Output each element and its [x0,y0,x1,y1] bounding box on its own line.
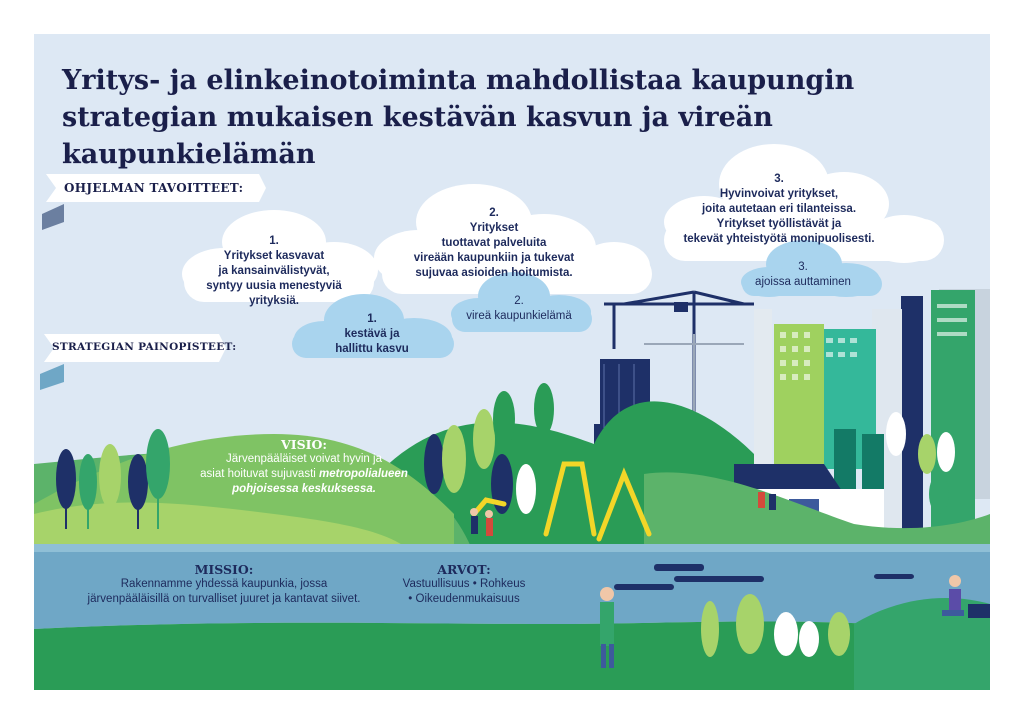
goal-3-line-1: Hyvinvoivat yritykset, [719,188,839,200]
title-line-1: Yritys- ja elinkeinotoiminta mahdollistaa kaupungin [62,65,855,96]
infographic-poster [34,34,990,690]
vision-heading: VISIO: [281,437,327,452]
goal-2-number: 2. [489,207,499,219]
focus-3-text [738,260,868,290]
focus-2-text [454,294,584,324]
focus-2-number: 2. [514,295,524,307]
goal-3-number: 3. [774,173,784,185]
goal-1-line-4: yrityksiä. [249,295,299,307]
goal-3-line-3: Yritykset työllistävät ja [716,218,842,230]
title-line-2: strategian mukaisen kestävän kasvun ja vireän kaupunkielämän [62,102,773,170]
goal-1-number: 1. [269,235,279,247]
mission-block [74,562,374,607]
vision-emphasis-1: metropolialueen [319,468,408,480]
lake-shore [34,544,990,552]
focus-1-text [302,312,442,357]
values-line-1: Vastuullisuus • Rohkeus [402,578,526,590]
values-heading: ARVOT: [437,562,491,577]
vision-emphasis-2: pohjoisessa keskuksessa. [232,483,376,495]
goal-2-text [379,206,609,281]
focus-1-number: 1. [367,313,377,325]
goal-2-line-3: vireään kaupunkiin ja tukevat [413,252,575,264]
goal-1-line-2: ja kansainvälistyvät, [218,265,330,277]
focus-1-line-2: hallittu kasvu [335,343,409,355]
values-block [374,562,554,607]
goal-2-line-2: tuottavat palveluita [441,237,547,249]
focus-ribbon-label: STRATEGIAN PAINOPISTEET: [52,341,237,353]
goal-1-text [174,234,374,309]
values-line-2: • Oikeudenmukaisuus [408,593,520,605]
focus-3-number: 3. [798,261,808,273]
goal-1-line-3: syntyy uusia menestyviä [206,280,342,292]
goal-3-text [664,172,894,247]
vision-line-2: asiat hoituvat sujuvasti [200,468,316,480]
focus-3-line-1: ajoissa auttaminen [755,276,851,288]
poster-title [62,62,942,173]
goal-3-line-4: tekevät yhteistyötä monipuolisesti. [683,233,875,245]
vision-block [174,437,434,497]
goal-1-line-1: Yritykset kasvavat [223,250,325,262]
goals-ribbon-label: OHJELMAN TAVOITTEET: [64,181,244,195]
mission-heading: MISSIO: [194,562,254,577]
mission-line-1: Rakennamme yhdessä kaupunkia, jossa [120,578,328,590]
vision-line-1: Järvenpääläiset voivat hyvin ja [226,453,382,465]
goal-2-line-1: Yritykset [469,222,519,234]
goal-3-line-2: joita autetaan eri tilanteissa. [701,203,857,215]
focus-1-line-1: kestävä ja [344,328,400,340]
goal-2-line-4: sujuvaa asioiden hoitumista. [415,267,573,279]
focus-2-line-1: vireä kaupunkielämä [466,310,572,322]
mission-line-2: järvenpääläisillä on turvalliset juuret ja kantavat siivet. [87,593,361,605]
